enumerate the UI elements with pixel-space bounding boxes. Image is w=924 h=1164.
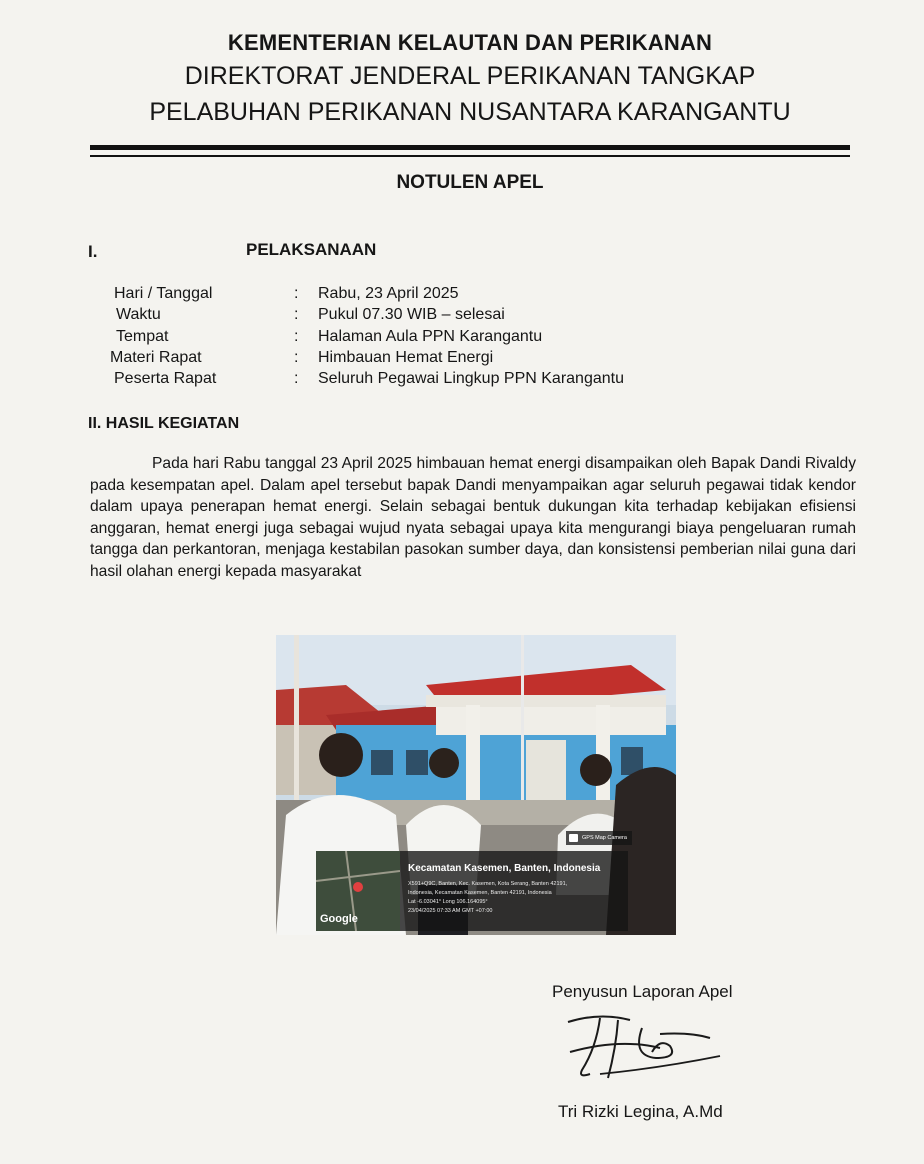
signatory-role: Penyusun Laporan Apel xyxy=(552,982,733,1001)
coordinates-line: Lat -6.03041° Long 106.164095° xyxy=(408,899,488,905)
header-rule-thick xyxy=(90,145,850,150)
info-label: Waktu xyxy=(116,306,161,323)
section-1-title: PELAKSANAAN xyxy=(246,240,377,259)
info-label: Peserta Rapat xyxy=(114,370,217,387)
info-row-date xyxy=(0,285,924,307)
header-rule-thin xyxy=(90,155,850,157)
activity-paragraph: Pada hari Rabu tanggal 23 April 2025 himbauan hemat energi disampaikan oleh Bapak Dandi Rivaldy pada kesempatan apel. Dalam apel tersebut bapak Dandi menyampaikan agar seluruh pegawai tidak kendor dalam upaya penerapan hemat energi. Selain sebagai bentuk dukungan kita terhadap kebijakan efisiensi anggaran, hemat energi juga sebagai wujud nyata sebagai upaya kita mengurangi biaya pengeluaran rumah tangga dan perkantoran, menjaga kestabilan pasokan sumber daya, dan konsistensi pemberian nilai guna dari hasil olahan energi kepada masyarakat xyxy=(90,455,856,580)
directorate-name: DIREKTORAT JENDERAL PERIKANAN TANGKAP xyxy=(184,62,756,90)
address-line: X591+Q9C, Banten, Kec. Kasemen, Kota Serang, Banten 42191, xyxy=(408,881,568,887)
info-value: Himbauan Hemat Energi xyxy=(318,349,494,366)
ministry-name: KEMENTERIAN KELAUTAN DAN PERIKANAN xyxy=(227,30,713,55)
address-line: Indonesia, Kecamatan Kasemen, Banten 42191, Indonesia xyxy=(408,890,552,896)
timestamp-line: 23/04/2025 07:33 AM GMT +07:00 xyxy=(408,908,493,914)
gps-camera-badge xyxy=(566,831,632,845)
gps-badge-label: GPS Map Camera xyxy=(582,835,627,841)
info-row-time xyxy=(0,306,924,328)
signatory-name: Tri Rizki Legina, A.Md xyxy=(558,1102,723,1121)
location-title: Kecamatan Kasemen, Banten, Indonesia xyxy=(408,863,601,874)
port-name: PELABUHAN PERIKANAN NUSANTARA KARANGANTU xyxy=(149,98,791,126)
section-2-heading: II. HASIL KEGIATAN xyxy=(88,415,240,432)
handwritten-signature xyxy=(560,1008,730,1088)
info-label: Tempat xyxy=(116,328,169,345)
info-colon: : xyxy=(294,328,299,345)
info-row-participants xyxy=(0,370,924,392)
geotag-overlay xyxy=(316,851,628,931)
info-value: Seluruh Pegawai Lingkup PPN Karangantu xyxy=(318,370,624,387)
info-row-place xyxy=(0,328,924,350)
event-photo xyxy=(276,635,676,935)
section-1-number: I. xyxy=(88,242,98,261)
info-colon: : xyxy=(294,306,299,323)
info-label: Hari / Tanggal xyxy=(114,285,213,302)
document-title: NOTULEN APEL xyxy=(396,172,544,193)
info-label: Materi Rapat xyxy=(110,349,202,366)
info-colon: : xyxy=(294,349,299,366)
google-logo: Google xyxy=(320,913,358,925)
info-value: Rabu, 23 April 2025 xyxy=(318,285,459,302)
info-value: Pukul 07.30 WIB – selesai xyxy=(318,306,505,323)
camera-icon xyxy=(569,834,578,842)
info-row-topic xyxy=(0,349,924,371)
info-value: Halaman Aula PPN Karangantu xyxy=(318,328,543,345)
mini-map xyxy=(316,851,400,931)
info-colon: : xyxy=(294,285,299,302)
info-colon: : xyxy=(294,370,299,387)
